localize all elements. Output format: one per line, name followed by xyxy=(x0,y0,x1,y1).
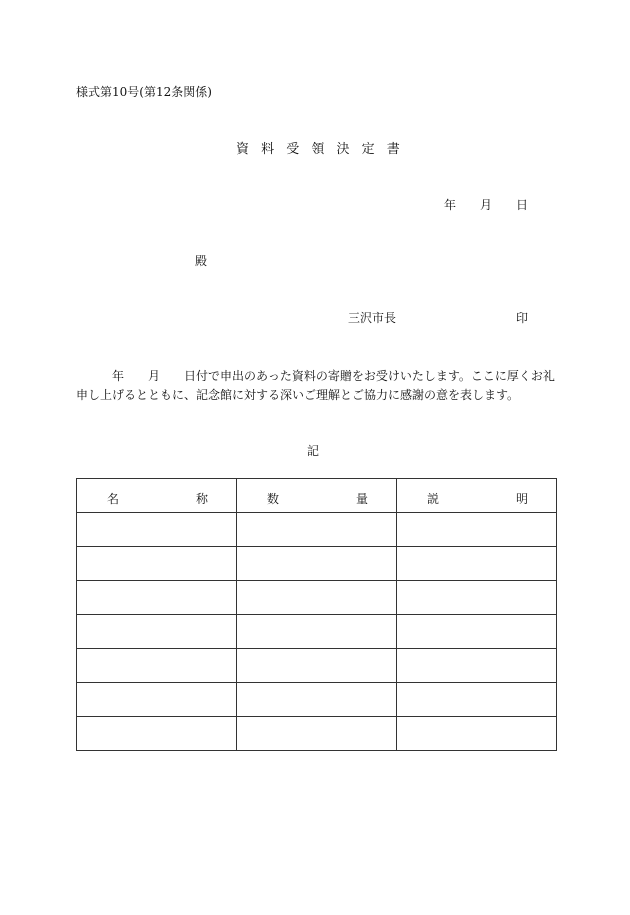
table-cell-name xyxy=(77,717,237,751)
table-cell-quantity xyxy=(237,615,397,649)
items-table xyxy=(76,478,557,751)
header-description-right: 明 xyxy=(515,492,528,506)
form-number: 様式第10号(第12条関係) xyxy=(76,85,212,99)
table-cell-description xyxy=(397,649,557,683)
table-cell-quantity xyxy=(237,581,397,615)
table-cell-quantity xyxy=(237,513,397,547)
table-cell-name xyxy=(77,615,237,649)
table-cell-quantity xyxy=(237,547,397,581)
table-cell-description xyxy=(397,547,557,581)
header-description-left: 説 xyxy=(427,492,440,506)
table-cell-description xyxy=(397,615,557,649)
table-cell-name xyxy=(77,683,237,717)
table-row xyxy=(77,717,557,751)
table-cell-name xyxy=(77,513,237,547)
header-name-left: 名 xyxy=(107,492,120,506)
table-row xyxy=(77,683,557,717)
header-quantity-left: 数 xyxy=(267,492,280,506)
table-row xyxy=(77,547,557,581)
table-cell-description xyxy=(397,513,557,547)
table-cell-name xyxy=(77,547,237,581)
table-cell-name xyxy=(77,581,237,615)
issuer-title: 三沢市長 xyxy=(348,311,397,325)
header-quantity xyxy=(237,479,397,513)
table-cell-quantity xyxy=(237,649,397,683)
document-title xyxy=(236,143,404,156)
table-cell-name xyxy=(77,649,237,683)
header-description xyxy=(397,479,557,513)
table-cell-quantity xyxy=(237,683,397,717)
table-cell-quantity xyxy=(237,717,397,751)
header-quantity-right: 量 xyxy=(355,492,368,506)
table-row xyxy=(77,649,557,683)
note-heading: 記 xyxy=(307,444,320,458)
body-paragraph: 年 月 日付で申出のあった資料の寄贈をお受けいたします。ここに厚くお礼申し上げるとともに、記念館に対する深いご理解とご協力に感謝の意を表します。 xyxy=(76,369,555,402)
date-line: 年 月 日 xyxy=(444,198,529,212)
table-cell-description xyxy=(397,683,557,717)
table-row xyxy=(77,513,557,547)
table-cell-description xyxy=(397,581,557,615)
table-header-row xyxy=(77,479,557,513)
addressee-honorific: 殿 xyxy=(195,254,208,268)
document-title-text: 資 料 受 領 決 定 書 xyxy=(236,142,404,157)
table-cell-description xyxy=(397,717,557,751)
table-row xyxy=(77,581,557,615)
seal-mark: 印 xyxy=(515,311,528,325)
header-name-right: 称 xyxy=(195,492,208,506)
table-row xyxy=(77,615,557,649)
header-name xyxy=(77,479,237,513)
